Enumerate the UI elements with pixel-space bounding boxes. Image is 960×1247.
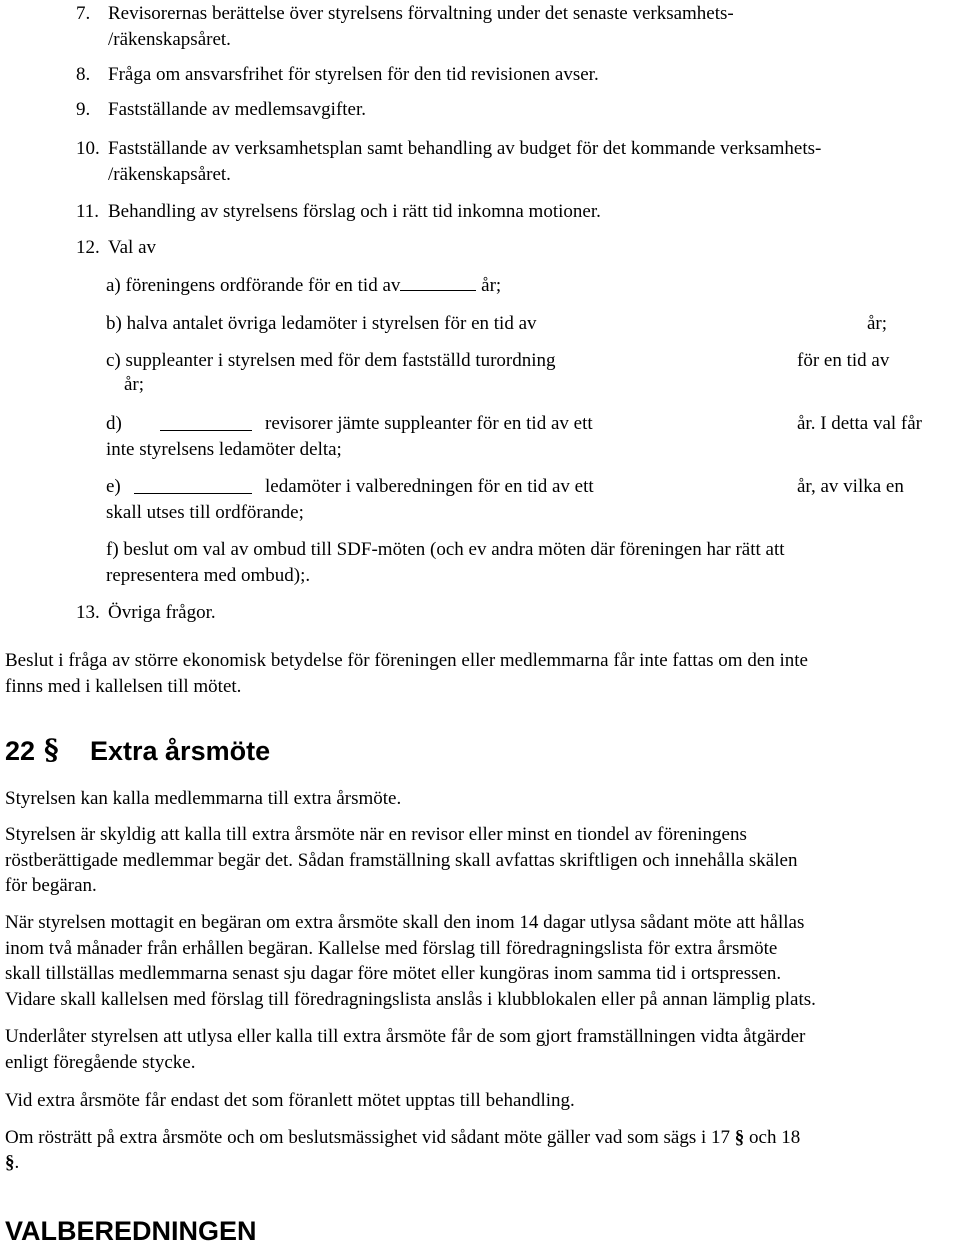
agenda-item-13-number: 13. bbox=[76, 602, 100, 623]
agenda-item-12d-tail: år. I detta val får bbox=[797, 413, 923, 434]
agenda-item-10-text: Fastställande av verksamhetsplan samt behandling av budget för det kommande verksamhets- bbox=[108, 138, 822, 159]
agenda-item-10-number: 10. bbox=[76, 138, 100, 159]
agenda-item-12a bbox=[106, 275, 501, 297]
paragraph-6-text-cont: och 18 bbox=[744, 1127, 801, 1148]
agenda-item-12d-text: revisorer jämte suppleanter för en tid av ett bbox=[265, 413, 593, 434]
paragraph-4-line-2: enligt föregående stycke. bbox=[5, 1052, 196, 1073]
paragraph-4-line-1: Underlåter styrelsen att utlysa eller kalla till extra årsmöte får de som gjort framställningen vidta åtgärder bbox=[5, 1026, 806, 1047]
agenda-item-7-continuation: /räkenskapsåret. bbox=[108, 29, 231, 50]
section-symbol: § bbox=[734, 1127, 745, 1148]
section-number: 22 bbox=[5, 736, 36, 766]
agenda-item-9-number: 9. bbox=[76, 99, 91, 120]
agenda-item-12e-label: e) bbox=[106, 476, 121, 497]
agenda-item-10-continuation: /räkenskapsåret. bbox=[108, 164, 231, 185]
paragraph-3-line-1: När styrelsen mottagit en begäran om extra årsmöte skall den inom 14 dagar utlysa sådant möte att hållas bbox=[5, 912, 805, 933]
agenda-item-12b-tail: år; bbox=[867, 313, 888, 334]
agenda-item-12-text: Val av bbox=[108, 237, 157, 258]
paragraph-5: Vid extra årsmöte får endast det som föranlett mötet upptas till behandling. bbox=[5, 1090, 575, 1111]
agenda-item-11-number: 11. bbox=[76, 201, 100, 222]
paragraph-6-end: . bbox=[14, 1152, 20, 1173]
section-symbol: § bbox=[44, 733, 59, 766]
paragraph-6-text: Om rösträtt på extra årsmöte och om beslutsmässighet vid sådant möte gäller vad som sägs i 17 bbox=[5, 1127, 731, 1148]
section-title: Extra årsmöte bbox=[90, 736, 271, 766]
paragraph-3-line-3: skall tillställas medlemmarna senast sju dagar före mötet eller kungöras inom samma tid i ortspressen. bbox=[5, 963, 782, 984]
agenda-item-7-number: 7. bbox=[76, 3, 91, 24]
agenda-item-12f-continuation: representera med ombud);. bbox=[106, 565, 311, 586]
agenda-item-12d-continuation: inte styrelsens ledamöter delta; bbox=[106, 439, 342, 460]
agenda-item-12a-tail: år; bbox=[476, 275, 502, 296]
agenda-item-12c-tail: för en tid av bbox=[797, 350, 890, 371]
section-symbol: § bbox=[5, 1152, 15, 1173]
agenda-item-8-number: 8. bbox=[76, 64, 91, 85]
paragraph-2-line-1: Styrelsen är skyldig att kalla till extra årsmöte när en revisor eller minst en tiondel av föreningens bbox=[5, 824, 747, 845]
paragraph-1: Styrelsen kan kalla medlemmarna till extra årsmöte. bbox=[5, 788, 402, 809]
agenda-item-13-text: Övriga frågor. bbox=[108, 602, 216, 623]
agenda-item-9-text: Fastställande av medlemsavgifter. bbox=[108, 99, 367, 120]
beslut-line-1: Beslut i fråga av större ekonomisk betydelse för föreningen eller medlemmarna får inte fattas om den inte bbox=[5, 650, 808, 671]
agenda-item-12c-text: c) suppleanter i styrelsen med för dem fastställd turordning bbox=[106, 350, 556, 371]
agenda-item-12c-continuation: år; bbox=[124, 374, 145, 395]
agenda-item-12e-continuation: skall utses till ordförande; bbox=[106, 502, 304, 523]
fill-in-blank bbox=[160, 430, 252, 431]
agenda-item-12e-tail: år, av vilka en bbox=[797, 476, 904, 497]
agenda-item-8-text: Fråga om ansvarsfrihet för styrelsen för den tid revisionen avser. bbox=[108, 64, 599, 85]
heading-valberedning: VALBEREDNINGEN bbox=[5, 1216, 257, 1246]
agenda-item-12d-label: d) bbox=[106, 413, 122, 434]
paragraph-3-line-4: Vidare skall kallelsen med förslag till föredragningslista anslås i klubblokalen eller på annan lämplig plats. bbox=[5, 989, 816, 1010]
agenda-item-12e-text: ledamöter i valberedningen för en tid av ett bbox=[265, 476, 594, 497]
agenda-item-12a-text: a) föreningens ordförande för en tid av bbox=[106, 275, 401, 296]
paragraph-2-line-2: röstberättigade medlemmar begär det. Sådan framställning skall avfattas skriftligen och innehålla skälen bbox=[5, 850, 798, 871]
agenda-item-12b-text: b) halva antalet övriga ledamöter i styrelsen för en tid av bbox=[106, 313, 537, 334]
paragraph-6-line-2 bbox=[5, 1152, 19, 1174]
agenda-item-12-number: 12. bbox=[76, 237, 100, 258]
paragraph-2-line-3: för begäran. bbox=[5, 875, 97, 896]
paragraph-3-line-2: inom två månader från erhållen begäran. Kallelse med förslag till föredragningslista för extra årsmöte bbox=[5, 938, 778, 959]
agenda-item-12f-text: f) beslut om val av ombud till SDF-möten (och ev andra möten där föreningen har rätt att bbox=[106, 539, 785, 560]
agenda-item-7-text: Revisorernas berättelse över styrelsens förvaltning under det senaste verksamhets- bbox=[108, 3, 734, 24]
beslut-line-2: finns med i kallelsen till mötet. bbox=[5, 676, 242, 697]
fill-in-blank bbox=[400, 276, 476, 291]
paragraph-6-line-1 bbox=[5, 1127, 800, 1149]
fill-in-blank bbox=[134, 493, 252, 494]
agenda-item-11-text: Behandling av styrelsens förslag och i rätt tid inkomna motioner. bbox=[108, 201, 601, 222]
